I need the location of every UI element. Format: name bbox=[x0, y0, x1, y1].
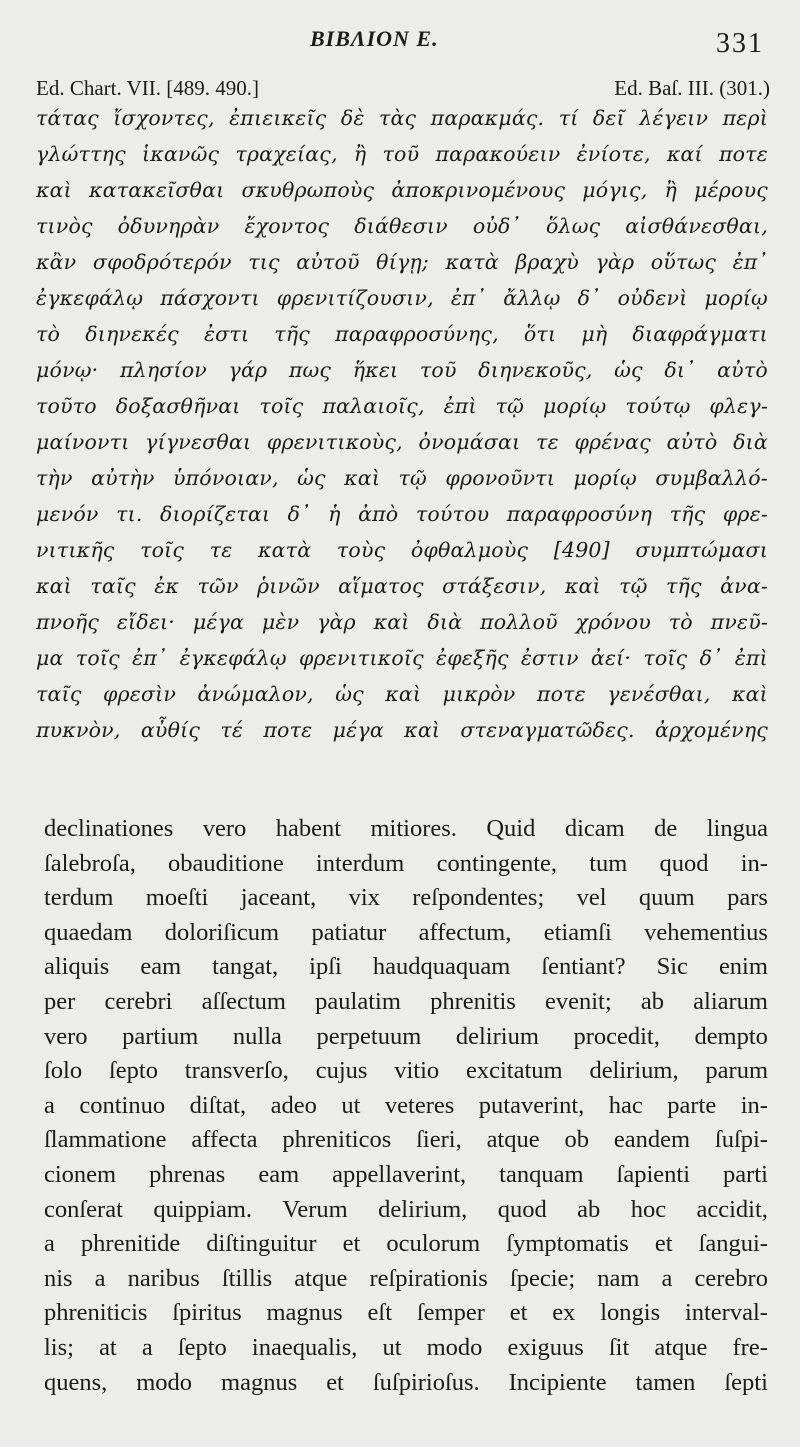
latin-text-line: nis a naribus ſtillis atque reſpirationis ſpecie; nam a cerebro bbox=[44, 1264, 768, 1292]
greek-text-line: μαίνοντι γίγνεσθαι φρενιτικοὺς, ὀνομάσαι τε φρένας αὐτὸ διὰ bbox=[36, 430, 768, 454]
greek-text-line: καὶ ταῖς ἐκ τῶν ῥινῶν αἵματος στάξεσιν, καὶ τῷ τῆς ἀνα- bbox=[36, 574, 768, 598]
latin-text-line: quens, modo magnus et ſuſpirioſus. Incipiente tamen ſepti bbox=[44, 1368, 768, 1396]
greek-text-line: μόνῳ· πλησίον γάρ πως ἥκει τοῦ διηνεκοῦς, ὡς δι᾽ αὐτὸ bbox=[36, 358, 768, 382]
greek-text-line: τοῦτο δοξασθῆναι τοῖς παλαιοῖς, ἐπὶ τῷ μορίῳ τούτῳ φλεγ- bbox=[36, 394, 768, 418]
greek-text-line: κἂν σφοδρότερόν τις αὐτοῦ θίγῃ; κατὰ βραχὺ γὰρ οὕτως ἐπ᾽ bbox=[36, 250, 768, 274]
greek-text-line: πυκνὸν, αὖθίς τέ ποτε μέγα καὶ στεναγματῶδες. ἀρχομένης bbox=[36, 718, 768, 742]
latin-text-line: a phrenitide diſtinguitur et oculorum ſymptomatis et ſangui- bbox=[44, 1230, 768, 1258]
page-number: 331 bbox=[716, 28, 764, 59]
latin-text-line: ſalebroſa, obauditione interdum contingente, tum quod in- bbox=[44, 849, 768, 877]
latin-text-line: aliquis eam tangat, ipſi haudquaquam ſentiant? Sic enim bbox=[44, 953, 768, 981]
greek-text-line: μα τοῖς ἐπ᾽ ἐγκεφάλῳ φρενιτικοῖς ἐφεξῆς ἐστιν ἀεί· τοῖς δ᾽ ἐπὶ bbox=[36, 646, 768, 670]
greek-text-line: μενόν τι. διορίζεται δ᾽ ἡ ἀπὸ τούτου παραφροσύνη τῆς φρε- bbox=[36, 502, 768, 526]
latin-text-line: ſlammatione affecta phreniticos ſieri, atque ob eandem ſuſpi- bbox=[44, 1126, 768, 1154]
latin-text-line: declinationes vero habent mitiores. Quid dicam de lingua bbox=[44, 815, 768, 842]
latin-translation-block bbox=[44, 812, 768, 1400]
greek-text-line: πνοῆς εἴδει· μέγα μὲν γὰρ καὶ διὰ πολλοῦ χρόνου τὸ πνεῦ- bbox=[36, 610, 768, 634]
greek-text-line: τὸ διηνεκές ἐστι τῆς παραφροσύνης, ὅτι μὴ διαφράγματι bbox=[36, 322, 768, 346]
latin-text-line: ſolo ſepto transverſo, cujus vitio excitatum delirium, parum bbox=[44, 1057, 768, 1085]
edition-basel-reference: Ed. Baſ. III. (301.) bbox=[614, 76, 770, 100]
latin-text-line: phreniticis ſpiritus magnus eſt ſemper et ex longis interval- bbox=[44, 1299, 768, 1327]
latin-text-line: quaedam doloriſicum patiatur affectum, etiamſi vehementius bbox=[44, 918, 768, 946]
greek-text-line: τὴν αὐτὴν ὑπόνοιαν, ὡς καὶ τῷ φρονοῦντι μορίῳ συμβαλλό- bbox=[36, 466, 768, 490]
greek-text-line: τάτας ἴσχοντες, ἐπιεικεῖς δὲ τὰς παρακμάς. τί δεῖ λέγειν περὶ bbox=[36, 106, 768, 130]
edition-chartier-reference: Ed. Chart. VII. [489. 490.] bbox=[36, 76, 259, 100]
latin-text-line: cionem phrenas eam appellaverint, tanquam ſapienti parti bbox=[44, 1160, 768, 1188]
greek-text-line: τινὸς ὀδυνηρὰν ἔχοντος διάθεσιν οὐδ᾽ ὅλως αἰσθάνεσθαι, bbox=[36, 214, 768, 238]
latin-text-line: terdum moeſti jaceant, vix reſpondentes; vel quum pars bbox=[44, 884, 768, 912]
greek-text-line: νιτικῆς τοῖς τε κατὰ τοὺς ὀφθαλμοὺς [490] συμπτώμασι bbox=[36, 538, 768, 562]
latin-text-line: per cerebri aſſectum paulatim phrenitis evenit; ab aliarum bbox=[44, 987, 768, 1015]
greek-text-line: ταῖς φρεσὶν ἀνώμαλον, ὡς καὶ μικρὸν ποτε γενέσθαι, καὶ bbox=[36, 682, 768, 706]
latin-text-line: vero partium nulla perpetuum delirium procedit, dempto bbox=[44, 1022, 768, 1050]
greek-text-line: γλώττης ἱκανῶς τραχείας, ἢ τοῦ παρακούειν ἐνίοτε, καί ποτε bbox=[36, 142, 768, 166]
latin-text-line: a continuo diſtat, adeo ut veteres putaverint, hac parte in- bbox=[44, 1091, 768, 1119]
greek-text-line: καὶ κατακεῖσθαι σκυθρωποὺς ἀποκρινομένους μόγις, ἢ μέρους bbox=[36, 178, 768, 202]
running-head bbox=[0, 26, 800, 66]
book-title: ΒΙΒΛΙΟΝ Ε. bbox=[310, 26, 439, 51]
latin-text-line: lis; at a ſepto inaequalis, ut modo exiguus ſit atque fre- bbox=[44, 1333, 768, 1361]
greek-text-line: ἐγκεφάλῳ πάσχοντι φρενιτίζουσιν, ἐπ᾽ ἄλλῳ δ᾽ οὐδενὶ μορίῳ bbox=[36, 286, 768, 310]
latin-text-line: conſerat quippiam. Verum delirium, quod ab hoc accidit, bbox=[44, 1195, 768, 1223]
greek-text-block bbox=[36, 100, 768, 748]
